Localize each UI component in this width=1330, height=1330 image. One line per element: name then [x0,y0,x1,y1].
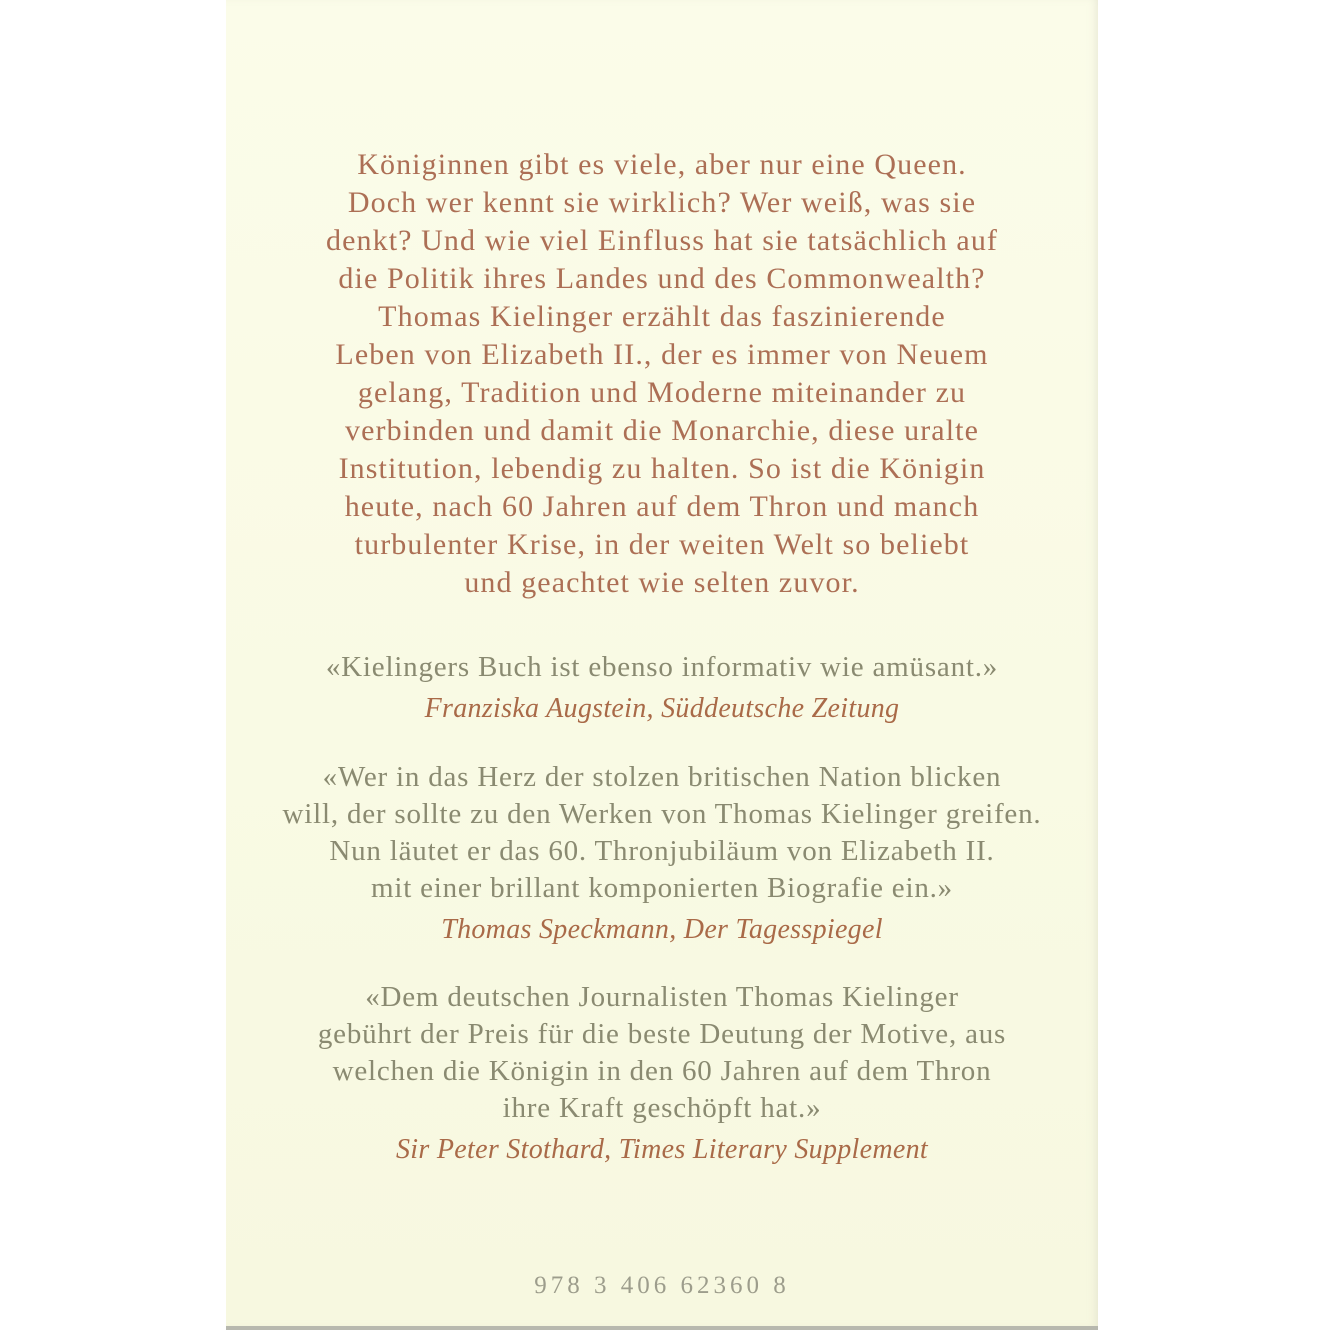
review-attribution: Thomas Speckmann, Der Tagesspiegel [441,914,883,945]
blurb-line: Institution, lebendig zu halten. So ist die Königin [338,452,986,485]
review-quote-line: welchen die Königin in den 60 Jahren auf dem Thron [332,1055,992,1087]
blurb-line: gelang, Tradition und Moderne miteinander zu [357,376,967,409]
blurb-line: und geachtet wie selten zuvor. [464,566,860,599]
review-quote-line: will, der sollte zu den Werken von Thomas Kielinger greifen. [282,798,1042,830]
book-bottom-edge [226,1326,1098,1330]
book-back-cover [226,0,1098,1326]
blurb-line: Königinnen gibt es viele, aber nur eine Queen. [357,148,967,181]
review-attribution: Franziska Augstein, Süddeutsche Zeitung [424,693,900,724]
review-quote-line: «Wer in das Herz der stolzen britischen Nation blicken [322,761,1002,793]
blurb-line: Doch wer kennt sie wirklich? Wer weiß, was sie [347,186,977,219]
blurb-paragraph [226,146,1098,602]
review-der-tagesspiegel [226,759,1098,948]
blurb-line: die Politik ihres Landes und des Commonwealth? [338,262,986,295]
review-attribution: Sir Peter Stothard, Times Literary Supplement [396,1134,928,1165]
blurb-line: Leben von Elizabeth II., der es immer von Neuem [335,338,989,371]
blurb-line: verbinden und damit die Monarchie, diese uralte [344,414,979,447]
isbn-number: 978 3 406 62360 8 [534,1272,790,1299]
review-quote-line: gebührt der Preis für die beste Deutung der Motive, aus [317,1018,1007,1050]
review-quote-line: «Kielingers Buch ist ebenso informativ wie amüsant.» [325,651,999,683]
blurb-line: denkt? Und wie viel Einfluss hat sie tatsächlich auf [325,224,999,257]
review-sueddeutsche-zeitung [226,649,1098,727]
blurb-line: turbulenter Krise, in der weiten Welt so beliebt [354,528,970,561]
review-quote-line: mit einer brillant komponierten Biografie ein.» [370,872,953,904]
review-quote-line: «Dem deutschen Journalisten Thomas Kielinger [365,981,959,1013]
blurb-line: heute, nach 60 Jahren auf dem Thron und manch [344,490,980,523]
review-times-literary-supplement [226,979,1098,1168]
review-quote-line: Nun läutet er das 60. Thronjubiläum von Elizabeth II. [329,835,995,867]
review-quote-line: ihre Kraft geschöpft hat.» [502,1092,822,1124]
blurb-line: Thomas Kielinger erzählt das faszinierende [378,300,946,333]
